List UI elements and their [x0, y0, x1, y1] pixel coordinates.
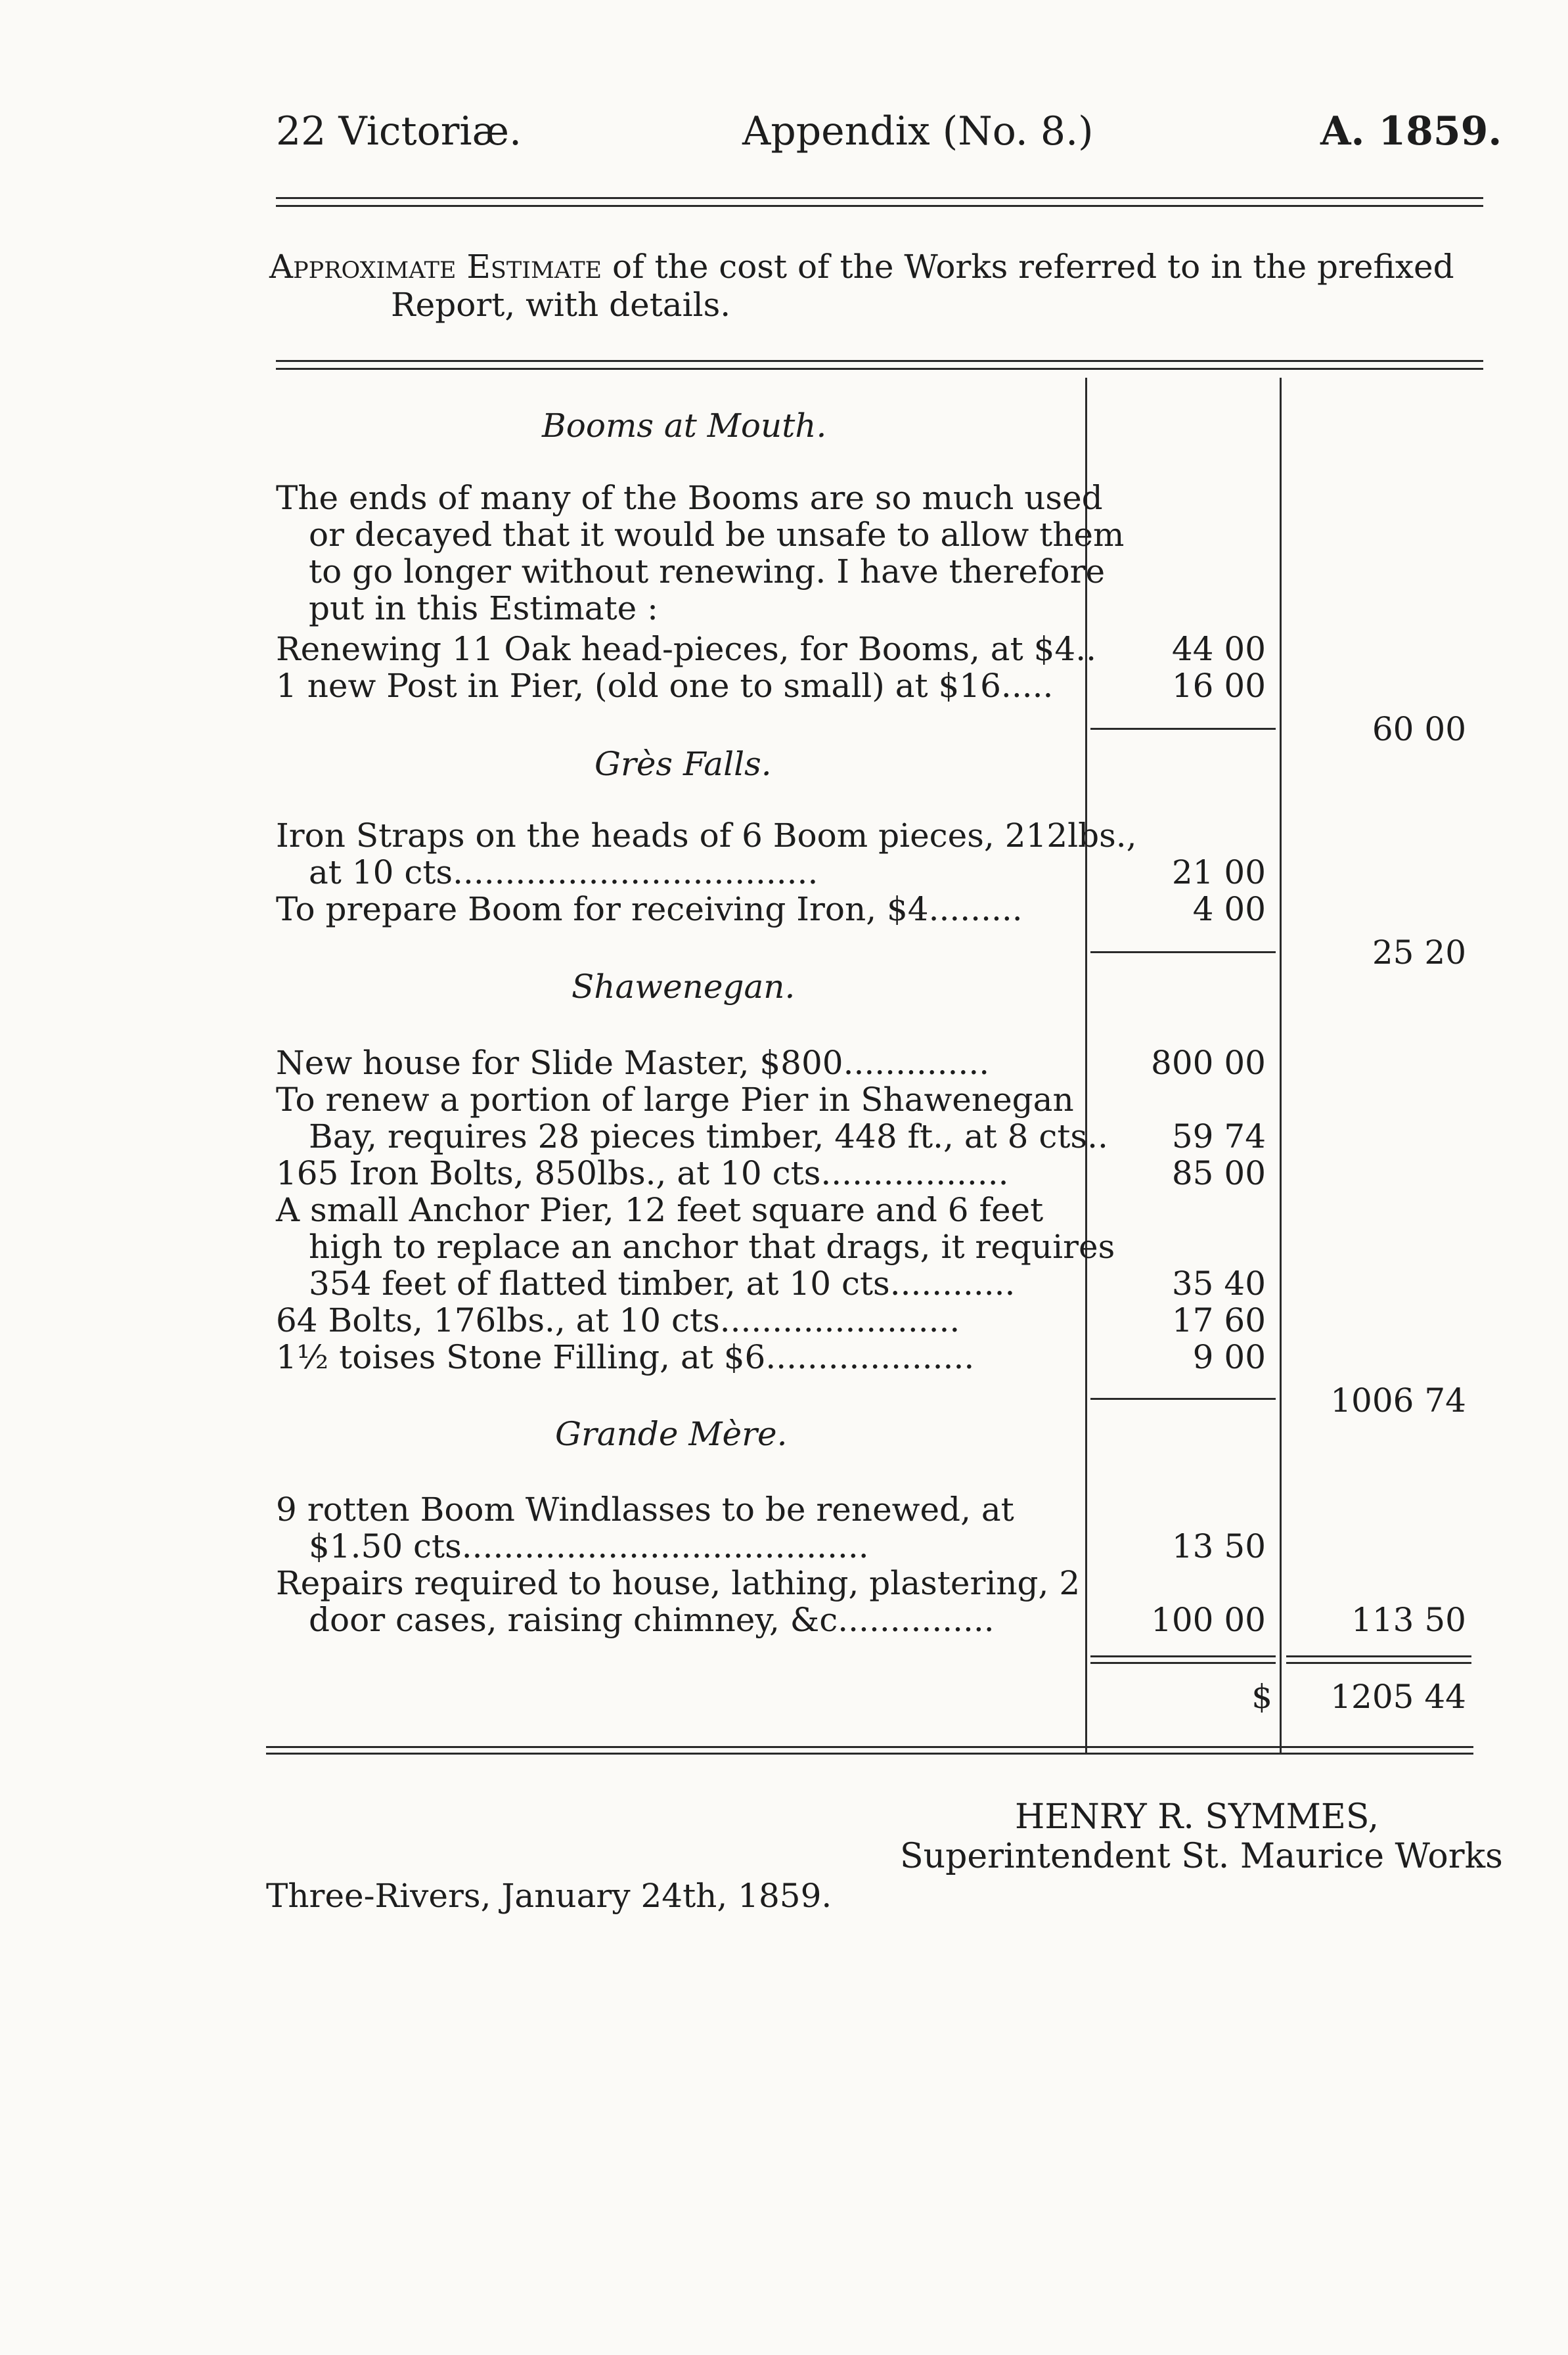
subtotal-rule — [1090, 1398, 1276, 1400]
line: Iron Straps on the heads of 6 Boom pieces, 212lbs., — [276, 817, 1137, 855]
running-header-right: A. 1859. — [1320, 108, 1502, 154]
signature-title: Superintendent St. Maurice Works — [900, 1837, 1503, 1876]
line: Bay, requires 28 pieces timber, 448 ft., at 8 cts.. — [309, 1117, 1108, 1155]
line: put in this Estimate : — [309, 589, 659, 627]
amount: 13 50 — [1171, 1527, 1266, 1565]
amount: 800 00 — [1151, 1044, 1266, 1082]
intro-lead: Approximate Estimate — [269, 248, 602, 286]
line: or decayed that it would be unsafe to allow them — [309, 516, 1125, 554]
line: Repairs required to house, lathing, plastering, 2 — [276, 1564, 1081, 1602]
table-rule-bottom-2 — [266, 1753, 1473, 1755]
amount: 17 60 — [1171, 1301, 1266, 1339]
header-rule-top — [276, 197, 1483, 199]
section-total: 1006 74 — [1330, 1381, 1466, 1420]
section-total: 25 20 — [1372, 933, 1466, 972]
grand-total-rule-right-2 — [1286, 1662, 1471, 1664]
line: 1½ toises Stone Filling, at $6.................... — [276, 1338, 975, 1376]
grand-total-symbol: $ — [1251, 1678, 1272, 1716]
grand-total-value: 1205 44 — [1330, 1678, 1466, 1716]
line: New house for Slide Master, $800.............. — [276, 1044, 990, 1082]
line: 1 new Post in Pier, (old one to small) at $16..... — [276, 667, 1054, 705]
signature-name: HENRY R. SYMMES, — [1015, 1797, 1379, 1837]
line: door cases, raising chimney, &c............... — [309, 1601, 995, 1639]
line: 165 Iron Bolts, 850lbs., at 10 cts.................. — [276, 1154, 1009, 1192]
amount: 16 00 — [1171, 667, 1266, 705]
line: 64 Bolts, 176lbs., at 10 cts....................... — [276, 1301, 960, 1339]
line: at 10 cts................................... — [309, 853, 818, 891]
section-title-booms: Booms at Mouth. — [542, 407, 827, 445]
amount: 9 00 — [1192, 1338, 1266, 1376]
subtotal-rule — [1090, 951, 1276, 953]
intro-line-1 — [269, 248, 1454, 285]
grand-total-rule-left-1 — [1090, 1655, 1276, 1657]
line: A small Anchor Pier, 12 feet square and 6 feet — [276, 1191, 1044, 1229]
amount: 35 40 — [1171, 1265, 1266, 1303]
subtotal-rule — [1090, 728, 1276, 730]
place-date: Three-Rivers, January 24th, 1859. — [266, 1877, 832, 1915]
line: $1.50 cts....................................... — [309, 1527, 869, 1565]
amount: 100 00 — [1151, 1601, 1266, 1639]
line: To prepare Boom for receiving Iron, $4......... — [276, 890, 1023, 928]
column-separator-2 — [1280, 378, 1282, 1754]
grand-total-rule-right-1 — [1286, 1655, 1471, 1657]
line: To renew a portion of large Pier in Shawenegan — [276, 1081, 1074, 1119]
line: 9 rotten Boom Windlasses to be renewed, at — [276, 1491, 1014, 1529]
amount: 85 00 — [1171, 1154, 1266, 1192]
amount: 4 00 — [1192, 890, 1266, 928]
line: The ends of many of the Booms are so much used — [276, 479, 1103, 517]
table-rule-top-1 — [276, 360, 1483, 362]
intro-text-1: of the cost of the Works referred to in the prefixed — [612, 248, 1454, 286]
section-total: 113 50 — [1351, 1601, 1466, 1639]
line: high to replace an anchor that drags, it requires — [309, 1228, 1115, 1266]
line: 354 feet of flatted timber, at 10 cts............ — [309, 1265, 1016, 1303]
amount: 21 00 — [1171, 853, 1266, 891]
grand-total-rule-left-2 — [1090, 1662, 1276, 1664]
table-rule-top-2 — [276, 368, 1483, 370]
amount: 59 74 — [1171, 1117, 1266, 1155]
line: to go longer without renewing. I have therefore — [309, 552, 1106, 591]
running-header-center: Appendix (No. 8.) — [742, 108, 1094, 154]
intro-line-2: Report, with details. — [391, 286, 731, 324]
amount: 44 00 — [1171, 630, 1266, 668]
section-total: 60 00 — [1372, 710, 1466, 748]
line: Renewing 11 Oak head-pieces, for Booms, at $4.. — [276, 630, 1096, 668]
section-title-gres-falls: Grès Falls. — [594, 745, 772, 783]
running-header-left: 22 Victoriæ. — [276, 108, 522, 154]
section-title-shawenegan: Shawenegan. — [571, 968, 795, 1006]
header-rule-bottom — [276, 205, 1483, 207]
table-rule-bottom-1 — [266, 1746, 1473, 1748]
section-title-grande-mere: Grande Mère. — [555, 1415, 788, 1453]
